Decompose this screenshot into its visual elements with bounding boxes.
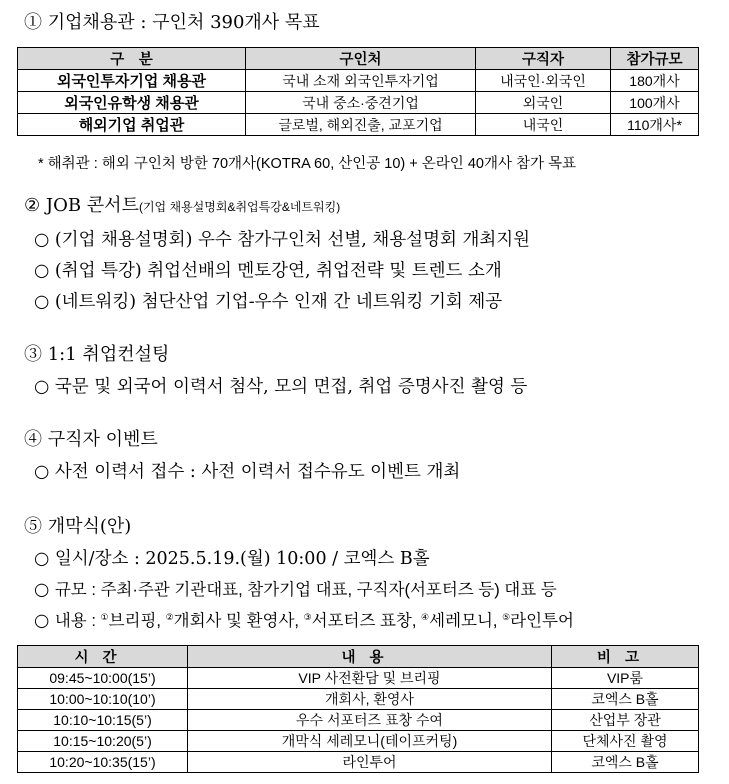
list-item: ○ 일시/장소 : 2025.5.19.(월) 10:00 / 코엑스 B홀 xyxy=(34,549,430,569)
table-cell: 내국인 xyxy=(476,114,611,136)
list-item: ○ 내용 : ①브리핑, ②개회사 및 환영사, ③서포터즈 표창, ④세레모니, ⑤라인투어 xyxy=(34,611,574,631)
table-cell: 개막식 세레모니(테이프커팅) xyxy=(188,731,552,752)
list-item: ○ (취업 특강) 취업선배의 멘토강연, 취업전략 및 트렌드 소개 xyxy=(34,261,502,281)
col-header-employer: 구인처 xyxy=(246,48,476,70)
table-cell: 국내 중소·중견기업 xyxy=(246,92,476,114)
table-cell: 10:15~10:20(5’) xyxy=(18,731,188,752)
list-item: ○ (기업 채용설명회) 우수 참가구인처 선별, 채용설명회 개최지원 xyxy=(34,230,531,250)
section-1-title: 기업채용관 : 구인처 390개사 목표 xyxy=(47,12,320,33)
table-cell: 라인투어 xyxy=(188,752,552,773)
table-cell: 100개사 xyxy=(611,92,699,114)
section-1-heading xyxy=(24,8,320,34)
table-cell: 외국인 xyxy=(476,92,611,114)
col-header-category: 구 분 xyxy=(18,48,246,70)
section-3-heading xyxy=(24,340,169,366)
section-4-number: ④ xyxy=(24,429,42,450)
col-header-time: 시간 xyxy=(18,646,188,668)
overseas-hall-note: * 해취관 : 해외 구인처 방한 70개사(KOTRA 60, 산인공 10) + 온라인 40개사 참가 목표 xyxy=(38,156,577,172)
table-cell: VIP룸 xyxy=(552,668,699,689)
table-cell: 단체사진 촬영 xyxy=(552,731,699,752)
table-row xyxy=(18,689,699,710)
section-5-heading xyxy=(24,512,131,538)
bullet-circle: ○ xyxy=(34,377,50,397)
list-item: ○ 규모 : 주최·주관 기관대표, 참가기업 대표, 구직자(서포터즈 등) 대표 등 xyxy=(34,580,557,600)
bullet-circle: ○ xyxy=(34,549,50,569)
recruitment-hall-table xyxy=(17,47,699,136)
col-header-content: 내용 xyxy=(188,646,552,668)
table-row xyxy=(18,114,699,136)
list-item: ○ 국문 및 외국어 이력서 첨삭, 모의 면접, 취업 증명사진 촬영 등 xyxy=(34,377,528,397)
table-cell: 산업부 장관 xyxy=(552,710,699,731)
table-cell: 코엑스 B홀 xyxy=(552,689,699,710)
section-2-number: ② xyxy=(24,195,41,216)
col-header-jobseeker: 구직자 xyxy=(476,48,611,70)
table-cell: 개회사, 환영사 xyxy=(188,689,552,710)
bullet-circle: ○ xyxy=(34,261,50,281)
bullet-circle: ○ xyxy=(34,462,50,482)
table-header-row xyxy=(18,646,699,668)
bullet-circle: ○ xyxy=(34,230,50,250)
table-row xyxy=(18,710,699,731)
table-cell: 09:45~10:00(15’) xyxy=(18,668,188,689)
opening-ceremony-table xyxy=(17,645,699,773)
bullet-circle: ○ xyxy=(34,292,50,312)
table-cell: 외국인유학생 채용관 xyxy=(18,92,246,114)
section-4-heading xyxy=(24,425,158,451)
table-row xyxy=(18,731,699,752)
table-row xyxy=(18,752,699,773)
table-cell: 코엑스 B홀 xyxy=(552,752,699,773)
list-item: ○ 사전 이력서 접수 : 사전 이력서 접수유도 이벤트 개최 xyxy=(34,462,461,482)
bullet-circle: ○ xyxy=(34,580,50,600)
section-5-number: ⑤ xyxy=(24,516,42,537)
section-5-title: 개막식(안) xyxy=(47,516,132,537)
table-cell: 국내 소재 외국인투자기업 xyxy=(246,70,476,92)
section-3-number: ③ xyxy=(24,344,42,365)
table-cell: 해외기업 취업관 xyxy=(18,114,246,136)
section-2-subtitle: (기업 채용설명회&취업특강&네트워킹) xyxy=(138,200,341,214)
table-row xyxy=(18,92,699,114)
bullet-circle: ○ xyxy=(34,611,50,631)
table-header-row xyxy=(18,48,699,70)
table-cell: 10:10~10:15(5’) xyxy=(18,710,188,731)
table-row xyxy=(18,668,699,689)
table-cell: 110개사* xyxy=(611,114,699,136)
section-3-title: 1:1 취업컨설팅 xyxy=(47,344,170,365)
table-cell: 내국인·외국인 xyxy=(476,70,611,92)
list-item: ○ (네트워킹) 첨단산업 기업-우수 인재 간 네트워킹 기회 제공 xyxy=(34,292,503,312)
section-4-title: 구직자 이벤트 xyxy=(47,429,158,450)
table-cell: 우수 서포터즈 표창 수여 xyxy=(188,710,552,731)
table-cell: VIP 사전환담 및 브리핑 xyxy=(188,668,552,689)
table-row xyxy=(18,70,699,92)
table-cell: 180개사 xyxy=(611,70,699,92)
table-cell: 10:20~10:35(15’) xyxy=(18,752,188,773)
section-2-title: JOB 콘서트 xyxy=(45,195,139,216)
section-1-number: ① xyxy=(24,12,42,33)
table-cell: 10:00~10:10(10’) xyxy=(18,689,188,710)
section-2-heading xyxy=(24,191,340,217)
table-cell: 글로벌, 해외진출, 교포기업 xyxy=(246,114,476,136)
table-cell: 외국인투자기업 채용관 xyxy=(18,70,246,92)
col-header-scale: 참가규모 xyxy=(611,48,699,70)
col-header-remarks: 비고 xyxy=(552,646,699,668)
